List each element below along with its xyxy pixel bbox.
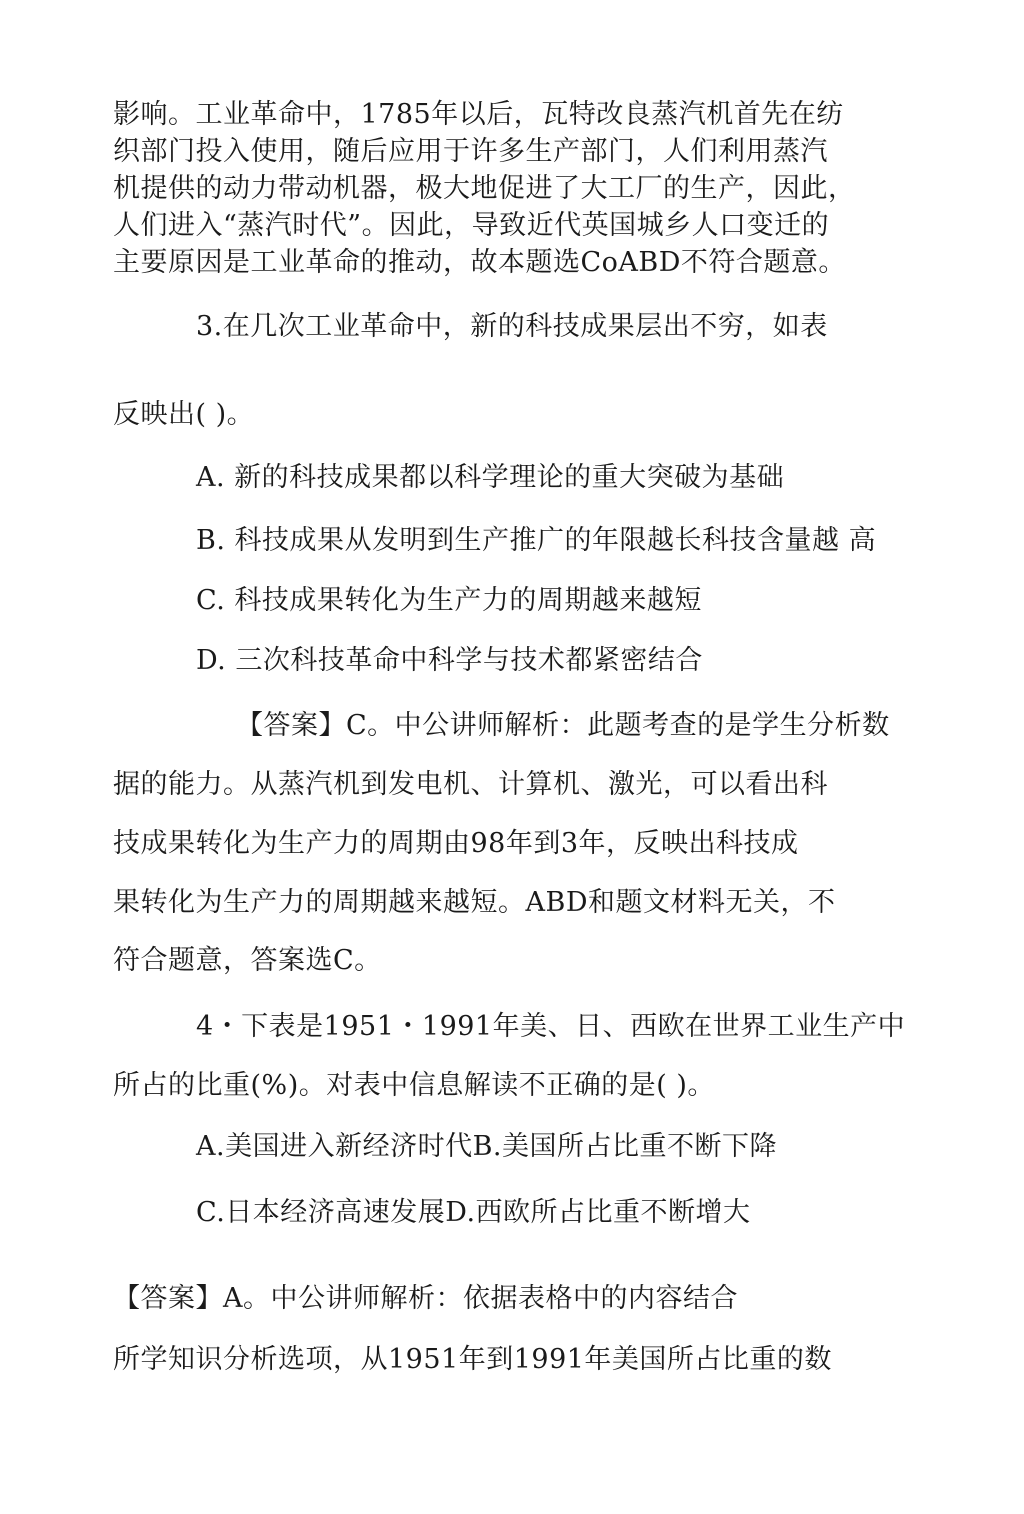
q3-answer-line-3: 技成果转化为生产力的周期由98年到3年，反映出科技成 — [113, 828, 799, 859]
q4-option-ab: A.美国进入新经济时代B.美国所占比重不断下降 — [196, 1131, 778, 1162]
prev-paragraph-line-3: 机提供的动力带动机器，极大地促进了大工厂的生产，因此， — [113, 173, 856, 204]
q4-option-cd: C.日本经济高速发展D.西欧所占比重不断增大 — [196, 1197, 751, 1228]
q3-option-c: C. 科技成果转化为生产力的周期越来越短 — [196, 585, 702, 616]
q4-answer-line-1: 【答案】A。中公讲师解析：依据表格中的内容结合 — [113, 1283, 738, 1314]
q3-answer-line-2: 据的能力。从蒸汽机到发电机、计算机、激光，可以看出科 — [113, 769, 828, 800]
q3-answer-line-1: 【答案】C。中公讲师解析：此题考查的是学生分析数 — [236, 710, 890, 741]
q3-answer-line-5: 符合题意，答案选C。 — [113, 945, 382, 976]
q3-stem-line-2: 反映出( )。 — [113, 399, 255, 430]
q3-stem-line-1: 3.在几次工业革命中，新的科技成果层出不穷，如表 — [196, 311, 828, 342]
q4-stem-line-1: 4・下表是1951・1991年美、日、西欧在世界工业生产中 — [196, 1011, 906, 1042]
q3-option-a: A. 新的科技成果都以科学理论的重大突破为基础 — [196, 462, 785, 493]
prev-paragraph-line-4: 人们进入“蒸汽时代”。因此，导致近代英国城乡人口变迁的 — [113, 210, 830, 241]
q3-option-d: D. 三次科技革命中科学与技术都紧密结合 — [196, 645, 703, 676]
q4-stem-line-2: 所占的比重(%)。对表中信息解读不正确的是( )。 — [113, 1070, 715, 1101]
q3-option-b: B. 科技成果从发明到生产推广的年限越长科技含量越 高 — [196, 525, 877, 556]
prev-paragraph-line-2: 织部门投入使用，随后应用于许多生产部门，人们利用蒸汽 — [113, 136, 828, 167]
prev-paragraph-line-1: 影响。工业革命中，1785年以后，瓦特改良蒸汽机首先在纺 — [113, 99, 844, 130]
q4-answer-line-2: 所学知识分析选项，从1951年到1991年美国所占比重的数 — [113, 1344, 832, 1375]
prev-paragraph-line-5: 主要原因是工业革命的推动，故本题选CoABD不符合题意。 — [113, 247, 846, 278]
q3-answer-line-4: 果转化为生产力的周期越来越短。ABD和题文材料无关，不 — [113, 887, 836, 918]
